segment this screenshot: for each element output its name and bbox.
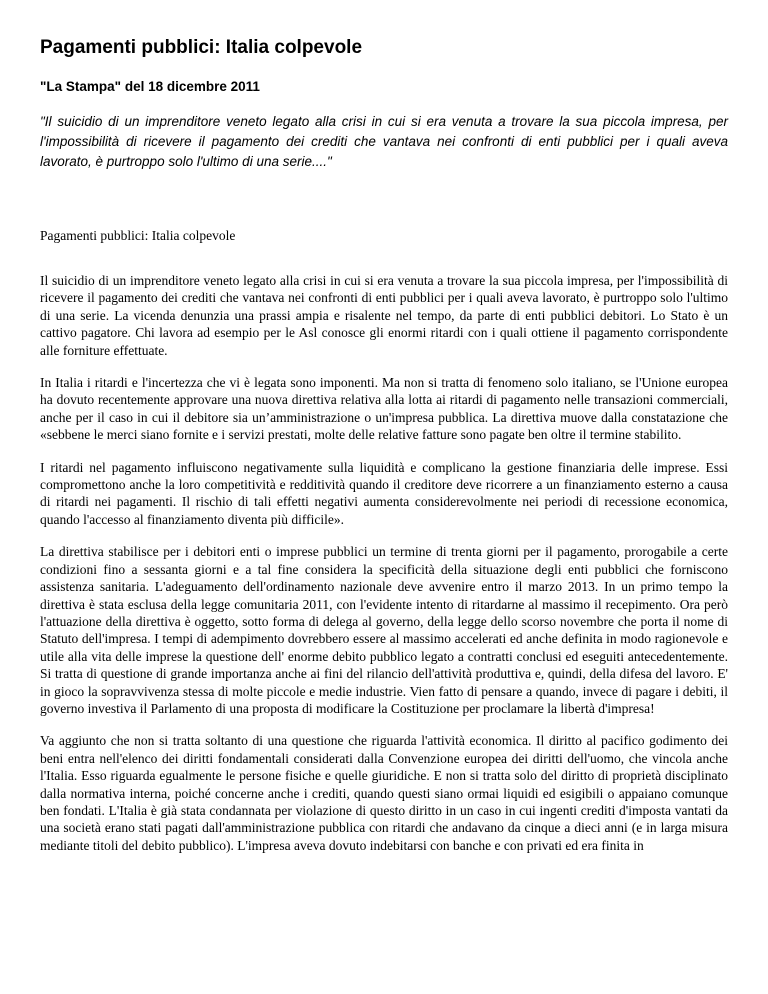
article-subheading: Pagamenti pubblici: Italia colpevole: [40, 228, 236, 243]
article-paragraph: La direttiva stabilisce per i debitori enti o imprese pubblici un termine di trenta giorni per il pagamento, prorogabile a certe condizioni fino a sessanta giorni e a tal fine considera la specificità della situazione degli enti pubblici che forniscono assistenza sanitaria. L'adeguamento dell'ordinamento nazionale deve avvenire entro il marzo 2013. In un primo tempo la direttiva è stata esclusa della legge comunitaria 2011, con l'evidente intento di ritardarne al massimo il recepimento. Ora però l'attuazione della direttiva è oggetto, sotto forma di delega al governo, della legge dello scorso novembre che porta il nome di Statuto dell'impresa. I tempi di adempimento dovrebbero essere al massimo accelerati ed anche definita in modo ragionevole e utile alla vita delle imprese la questione dell' enorme debito pubblico legato a contratti conclusi ed eseguiti antecedentemente. Si tratta di questione di grande importanza anche ai fini del rilancio dell'attività produttiva e, quindi, della difesa del lavoro. E' in gioco la sopravvivenza stessa di molte piccole e medie industrie. Vien fatto di pensare a quando, invece di pagare i debiti, il governo investiva il Parlamento di una proposta di modificare la Costituzione per proclamare la libertà d'impresa!: [40, 544, 728, 716]
article: [40, 36, 728, 869]
article-title: Pagamenti pubblici: Italia colpevole: [40, 37, 363, 58]
article-paragraph: In Italia i ritardi e l'incertezza che vi è legata sono imponenti. Ma non si tratta di fenomeno solo italiano, se l'Unione europea ha dovuto recentemente approvare una nuova direttiva relativa alla lotta ai ritardi di pagamento nelle transazioni commerciali, anche per il caso in cui il debitore sia un’amministrazione o un'impresa pubblica. La direttiva muove dalla constatazione che «sebbene le merci siano fornite e i servizi prestati, molte delle relative fatture sono pagate ben oltre il termine stabilito.: [40, 375, 728, 443]
article-paragraph: Il suicidio di un imprenditore veneto legato alla crisi in cui si era venuta a trovare la sua piccola impresa, per l'impossibilità di ricevere il pagamento dei crediti che vantava nei confronti di enti pubblici per i quali aveva lavorato, è purtroppo solo l'ultimo di una serie. La vicenda denunzia una prassi ampia e risalente nel tempo, da parte di enti pubblici debitori. Lo Stato è un cattivo pagatore. Chi lavora ad esempio per le Asl conosce gli enormi ritardi con i quali ottiene il pagamento corrispondente alle forniture effettuate.: [40, 273, 728, 358]
article-paragraph: I ritardi nel pagamento influiscono negativamente sulla liquidità e complicano la gestione finanziaria delle imprese. Essi compromettono anche la loro competitività e redditività quando il creditore deve ricorrere a un finanziamento esterno a causa di ritardi nei pagamenti. Il rischio di tali effetti negativi aumenta considerevolmente nei periodi di recessione economica, quando l'accesso al finanziamento diventa più difficile».: [40, 459, 728, 527]
article-abstract: "Il suicidio di un imprenditore veneto legato alla crisi in cui si era venuta a trovare la sua piccola impresa, per l'impossibilità di ricevere il pagamento dei crediti che vantava nei confronti di enti pubblici per i quali aveva lavorato, è purtroppo solo l'ultimo di una serie....": [40, 114, 728, 169]
article-source: "La Stampa" del 18 dicembre 2011: [40, 79, 260, 94]
article-paragraph: Va aggiunto che non si tratta soltanto di una questione che riguarda l'attività economica. Il diritto al pacifico godimento dei beni entra nell'elenco dei diritti fondamentali considerati dalla Convenzione europea dei diritti dell'uomo, che vincola anche l'Italia. Esso riguarda egualmente le persone fisiche e quelle giuridiche. E non si tratta solo del diritto di proprietà disciplinato dalla normativa interna, poiché concerne anche i crediti, quando questi siano ormai liquidi ed esigibili o appaiano comunque ben fondati. L'Italia è già stata condannata per violazione di questo diritto in un caso in cui ingenti crediti d'imposta vantati da una società erano stati pagati dall'amministrazione pubblica con ritardi che andavano da cinque a dieci anni (e in larga misura mediante titoli del debito pubblico). L'impresa aveva dovuto indebitarsi con banche e con privati ed era finita in: [40, 733, 728, 853]
